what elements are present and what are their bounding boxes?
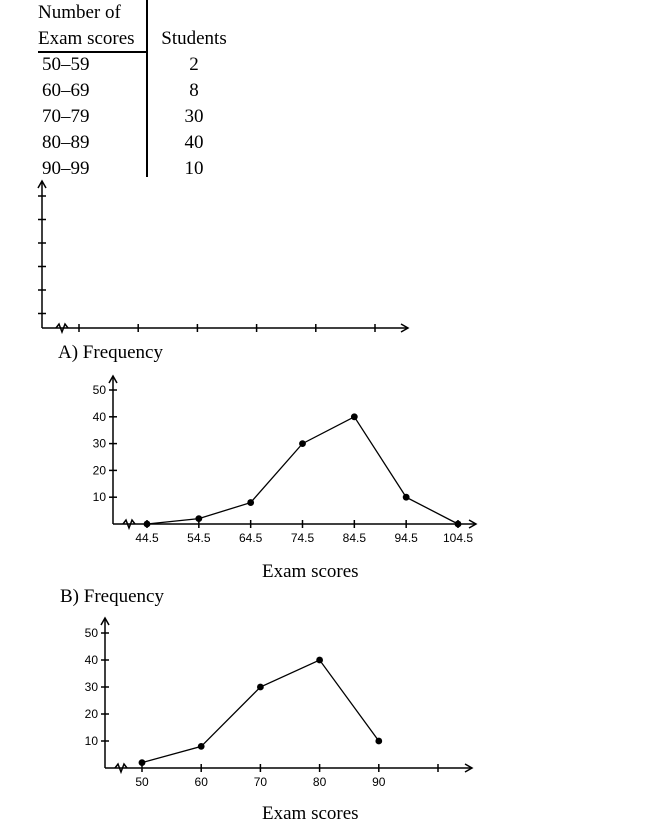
chart-b-x-tick-label: 70 [253, 775, 268, 789]
header-col2: Students [161, 28, 227, 49]
chart-a-y-tick-label: 10 [92, 490, 106, 505]
chart-b-data-point [257, 684, 264, 691]
chart-b-series-line [142, 660, 379, 763]
chart-b-data-point [375, 738, 382, 745]
header-col1-line2: Exam scores [38, 28, 135, 49]
students-cell: 8 [189, 80, 199, 101]
range-cell: 80–89 [42, 132, 90, 153]
students-cell: 10 [184, 158, 204, 179]
chart-b-y-tick-label: 10 [84, 734, 98, 748]
chart-a-x-tick-label: 64.5 [238, 531, 263, 545]
chart-a-data-point [351, 413, 358, 420]
chart-b-y-tick-label: 30 [84, 680, 98, 694]
students-cell: 2 [189, 54, 199, 75]
chart-b-x-tick-label: 80 [312, 775, 327, 789]
chart-b-x-tick-label: 60 [194, 775, 208, 789]
range-cell: 60–69 [42, 80, 90, 101]
chart-a-y-tick-label: 40 [92, 409, 106, 424]
chart-a-data-point [247, 499, 254, 506]
range-cell: 50–59 [42, 54, 90, 75]
chart-a-x-tick-label: 104.5 [442, 531, 474, 545]
option-a-label: A) Frequency [58, 342, 163, 363]
chart-a-y-tick-label: 30 [92, 436, 106, 451]
chart-a-x-tick-label: 44.5 [135, 531, 159, 545]
option-b-xlabel: Exam scores [262, 803, 359, 824]
range-cell: 90–99 [42, 158, 90, 179]
chart-b-data-point [316, 657, 323, 664]
chart-a-series-line [147, 417, 458, 524]
chart-b-x-tick-label: 50 [135, 775, 149, 789]
chart-a-y-tick-label: 20 [92, 463, 106, 478]
chart-a-data-point [403, 494, 410, 501]
chart-a-y-tick-label: 50 [92, 383, 106, 397]
chart-a-x-tick-label: 84.5 [342, 531, 367, 545]
chart-a-data-point [455, 521, 462, 528]
chart-a-x-tick-label: 74.5 [290, 531, 315, 545]
chart-b-y-tick-label: 40 [84, 653, 98, 667]
option-b-label: B) Frequency [60, 586, 164, 607]
students-cell: 40 [184, 132, 204, 153]
chart-b-data-point [198, 743, 205, 750]
chart-b-x-tick-label: 90 [372, 775, 386, 789]
students-cell: 30 [184, 106, 204, 127]
option-a-xlabel: Exam scores [262, 561, 359, 582]
chart-a-data-point [195, 515, 202, 522]
chart-a-data-point [144, 521, 151, 528]
chart-b-data-point [139, 759, 146, 766]
header-col1-line1: Number of [38, 2, 121, 23]
chart-a-x-tick-label: 94.5 [394, 531, 418, 545]
chart-a-x-tick-label: 54.5 [187, 531, 211, 545]
chart-b-y-tick-label: 20 [84, 707, 98, 721]
chart-b-y-tick-label: 50 [84, 626, 98, 640]
chart-a-data-point [299, 440, 306, 447]
range-cell: 70–79 [42, 106, 90, 127]
